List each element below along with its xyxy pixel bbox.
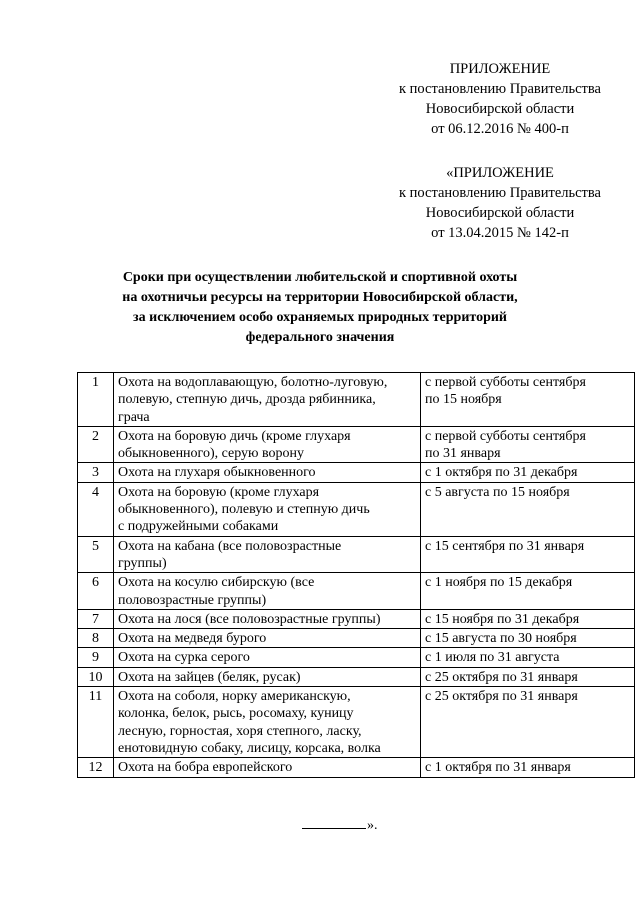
row-number: 10 bbox=[78, 667, 114, 686]
hunting-activity-cell bbox=[114, 536, 421, 573]
period-line: с 5 августа по 15 ноября bbox=[425, 484, 570, 500]
period-line: с 1 октября по 31 января bbox=[425, 760, 571, 776]
period-line: по 15 ноября bbox=[425, 392, 502, 408]
table-row bbox=[78, 758, 635, 777]
activity-line: Охота на медведя бурого bbox=[118, 631, 267, 647]
header-current-line: от 06.12.2016 № 400-п bbox=[431, 121, 569, 137]
activity-line: обыкновенного), серую ворону bbox=[118, 446, 304, 462]
hunting-activity-cell bbox=[114, 629, 421, 648]
period-line: с 15 ноября по 31 декабря bbox=[425, 611, 580, 627]
season-period-cell bbox=[421, 536, 635, 573]
activity-line: лесную, горностая, хоря степного, ласку, bbox=[118, 723, 362, 739]
signature-line bbox=[302, 814, 366, 829]
closing-mark bbox=[302, 814, 378, 834]
title-line: Сроки при осуществлении любительской и спортивной охоты bbox=[122, 270, 518, 285]
hunting-activity-cell bbox=[114, 609, 421, 628]
header-current-line: ПРИЛОЖЕНИЕ bbox=[449, 61, 551, 77]
period-line: с первой субботы сентября bbox=[425, 428, 586, 444]
document-title bbox=[0, 268, 640, 348]
hunting-activity-cell bbox=[114, 482, 421, 536]
table-row bbox=[78, 536, 635, 573]
hunting-activity-cell bbox=[114, 648, 421, 667]
period-line: с 25 октября по 31 января bbox=[425, 669, 578, 685]
season-period-cell bbox=[421, 648, 635, 667]
header-current-line: к постановлению Правительства bbox=[399, 81, 601, 97]
activity-line: обыкновенного), полевую и степную дичь bbox=[118, 502, 370, 518]
activity-line: грача bbox=[118, 409, 150, 425]
header-previous-line: Новосибирской области bbox=[425, 205, 575, 221]
hunting-activity-cell bbox=[114, 687, 421, 758]
season-period-cell bbox=[421, 629, 635, 648]
activity-line: Охота на боровую дичь (кроме глухаря bbox=[118, 428, 351, 444]
table-row bbox=[78, 687, 635, 758]
table-row bbox=[78, 426, 635, 463]
season-period-cell bbox=[421, 373, 635, 427]
row-number: 4 bbox=[78, 482, 114, 536]
activity-line: Охота на кабана (все половозрастные bbox=[118, 538, 342, 554]
season-period-cell bbox=[421, 573, 635, 610]
activity-line: Охота на глухаря обыкновенного bbox=[118, 465, 316, 481]
activity-line: Охота на лося (все половозрастные группы) bbox=[118, 611, 381, 627]
appendix-header-previous bbox=[380, 163, 620, 243]
table-row bbox=[78, 648, 635, 667]
row-number: 8 bbox=[78, 629, 114, 648]
hunting-activity-cell bbox=[114, 667, 421, 686]
activity-line: группы) bbox=[118, 555, 167, 571]
activity-line: колонка, белок, рысь, росомаху, куницу bbox=[118, 706, 354, 722]
period-line: с первой субботы сентября bbox=[425, 375, 586, 390]
table-row bbox=[78, 463, 635, 482]
hunting-activity-cell bbox=[114, 463, 421, 482]
activity-line: Охота на сурка серого bbox=[118, 650, 250, 666]
period-line: с 1 июля по 31 августа bbox=[425, 650, 560, 666]
row-number: 3 bbox=[78, 463, 114, 482]
table-row bbox=[78, 373, 635, 427]
period-line: с 15 августа по 30 ноября bbox=[425, 631, 577, 647]
header-current-line: Новосибирской области bbox=[425, 101, 575, 117]
row-number: 5 bbox=[78, 536, 114, 573]
row-number: 12 bbox=[78, 758, 114, 777]
closing-quote: ». bbox=[367, 818, 378, 833]
season-period-cell bbox=[421, 463, 635, 482]
title-line: на охотничьи ресурсы на территории Новосибирской области, bbox=[122, 290, 518, 305]
season-period-cell bbox=[421, 426, 635, 463]
activity-line: Охота на зайцев (беляк, русак) bbox=[118, 669, 301, 685]
period-line: по 31 января bbox=[425, 446, 501, 462]
hunting-activity-cell bbox=[114, 573, 421, 610]
activity-line: полевую, степную дичь, дрозда рябинника, bbox=[118, 392, 376, 408]
activity-line: енотовидную собаку, лисицу, корсака, волка bbox=[118, 740, 381, 756]
period-line: с 1 октября по 31 декабря bbox=[425, 465, 578, 481]
title-line: за исключением особо охраняемых природных территорий bbox=[133, 310, 507, 325]
season-period-cell bbox=[421, 758, 635, 777]
table-row bbox=[78, 482, 635, 536]
activity-line: Охота на боровую (кроме глухаря bbox=[118, 484, 320, 500]
table-row bbox=[78, 609, 635, 628]
activity-line: Охота на соболя, норку американскую, bbox=[118, 689, 351, 705]
hunting-activity-cell bbox=[114, 758, 421, 777]
header-previous-line: от 13.04.2015 № 142-п bbox=[431, 225, 569, 241]
hunting-activity-cell bbox=[114, 373, 421, 427]
activity-line: Охота на бобра европейского bbox=[118, 760, 293, 776]
hunting-seasons-table bbox=[77, 372, 635, 778]
row-number: 7 bbox=[78, 609, 114, 628]
season-period-cell bbox=[421, 482, 635, 536]
period-line: с 15 сентября по 31 января bbox=[425, 538, 585, 554]
activity-line: с подружейными собаками bbox=[118, 519, 279, 535]
season-period-cell bbox=[421, 609, 635, 628]
table-row bbox=[78, 667, 635, 686]
hunting-activity-cell bbox=[114, 426, 421, 463]
row-number: 9 bbox=[78, 648, 114, 667]
activity-line: Охота на косулю сибирскую (все bbox=[118, 575, 315, 591]
header-previous-line: к постановлению Правительства bbox=[399, 185, 601, 201]
table-row bbox=[78, 629, 635, 648]
appendix-header-current bbox=[380, 59, 620, 139]
row-number: 2 bbox=[78, 426, 114, 463]
title-line: федерального значения bbox=[245, 330, 395, 345]
row-number: 1 bbox=[78, 373, 114, 427]
table-row bbox=[78, 573, 635, 610]
row-number: 11 bbox=[78, 687, 114, 758]
season-period-cell bbox=[421, 687, 635, 758]
period-line: с 1 ноября по 15 декабря bbox=[425, 575, 573, 591]
header-previous-line: «ПРИЛОЖЕНИЕ bbox=[446, 165, 554, 181]
activity-line: Охота на водоплавающую, болотно-луговую, bbox=[118, 375, 388, 390]
row-number: 6 bbox=[78, 573, 114, 610]
season-period-cell bbox=[421, 667, 635, 686]
activity-line: половозрастные группы) bbox=[118, 592, 267, 608]
period-line: с 25 октября по 31 января bbox=[425, 689, 578, 705]
